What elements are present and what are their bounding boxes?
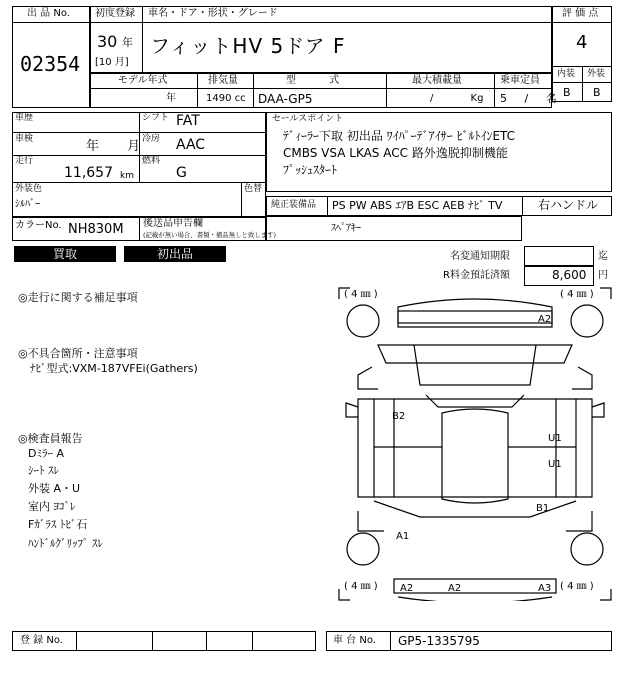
capacity-value: 5 / 名 (500, 92, 557, 105)
inspector-line: ﾊﾝﾄﾞﾙｸﾞﾘｯﾌﾟ ｽﾚ (28, 537, 103, 550)
ac-label: 冷房 (142, 134, 161, 144)
equip-label: 純正装備品 (271, 200, 317, 210)
docs-label: 後送品申告欄 (143, 218, 203, 229)
mileage-label: 走行 (15, 156, 34, 166)
inspector-line: Dﾐﾗｰ A (28, 447, 64, 460)
lot-number: 02354 (20, 52, 81, 76)
damage-mark: B2 (392, 411, 406, 422)
buy-badge: 買取 (14, 246, 116, 262)
docs-value-box (266, 216, 522, 241)
displacement-label: 排気量 (208, 75, 238, 86)
damage-mark: U1 (548, 459, 562, 470)
displacement-value: 1490 cc (206, 93, 246, 104)
tire-rear-left (347, 533, 379, 565)
tire-front-left (347, 305, 379, 337)
lot-label: 出 品 No. (27, 8, 70, 19)
model-year-unit: 年 (166, 93, 176, 104)
sales-line-1: ﾃﾞｨｰﾗｰ下取 初出品 ﾜｲﾊﾟｰﾃﾞｱｲｻｰ ﾋﾞﾙﾄｲﾝETC (283, 129, 516, 143)
damage-mark: B1 (536, 503, 550, 514)
first-reg-label: 初度登録 (95, 8, 135, 19)
recycle-value: 8,600 (552, 268, 587, 282)
name-change-unit: 迄 (598, 251, 608, 262)
driving-notes-title: ◎走行に関する補足事項 (18, 291, 138, 304)
recycle-label: R料金預託済額 (443, 270, 510, 281)
tire-front-right (571, 305, 603, 337)
exterior-label: 外装 (587, 69, 606, 79)
car-name-label: 車名・ドア・形状・グレード (148, 8, 278, 19)
first-reg-year-unit: 年 (122, 36, 133, 49)
docs-note: (記載が無い場合、書類・備品無しと致します) (143, 231, 276, 239)
damage-mark: A1 (396, 531, 410, 542)
shift-value: FAT (176, 113, 200, 129)
recycle-unit: 円 (598, 270, 608, 281)
reg-no-label: 登 録 No. (20, 635, 63, 646)
model-label: 型 式 (286, 75, 340, 86)
model-code: DAA-GP5 (258, 92, 313, 106)
car-damage-diagram (338, 287, 612, 601)
color-no-label: カラーNo. (15, 220, 62, 231)
ext-color-label: 外装色 (15, 184, 43, 194)
mileage-value: 11,657 (64, 165, 113, 181)
mileage-unit: km (120, 171, 134, 181)
damage-mark: A3 (538, 583, 552, 594)
sales-label: セールスポイント (272, 114, 344, 124)
name-change-label: 名変通知期限 (450, 251, 510, 262)
max-load-value: / Kg (430, 93, 484, 104)
model-year-label: モデル年式 (118, 75, 168, 86)
interior-label: 内装 (557, 69, 576, 79)
tire-rear-right (571, 533, 603, 565)
color-no-value: NH830M (68, 222, 124, 237)
tire-depth-rr: ( 4 ㎜ ) (560, 581, 594, 592)
inspector-line: Fｶﾞﾗｽ ﾄﾋﾞ石 (28, 518, 88, 531)
defects-line-1: ﾅﾋﾞ型式:VXM-187VFEi(Gathers) (30, 362, 198, 375)
sales-line-3: ﾌﾟｯｼｭｽﾀｰﾄ (283, 163, 338, 177)
car-name: フィットHV 5ドア F (150, 34, 346, 58)
first-reg-month: [10 月] (95, 57, 129, 68)
chassis-number: GP5-1335795 (398, 634, 480, 648)
tire-depth-fl: ( 4 ㎜ ) (344, 289, 378, 300)
inspection-label: 車検 (15, 134, 34, 144)
tire-depth-rl: ( 4 ㎜ ) (344, 581, 378, 592)
equip-value: PS PW ABS ｴｱB ESC AEB ﾅﾋﾞ TV (332, 199, 503, 212)
defects-title: ◎不具合箇所・注意事項 (18, 347, 138, 360)
capacity-label: 乗車定員 (500, 75, 540, 86)
exterior-grade: B (593, 86, 601, 99)
damage-mark: U1 (548, 433, 562, 444)
shift-label: シフト (142, 113, 170, 123)
damage-mark: A2 (400, 583, 414, 594)
chassis-label: 車 台 No. (333, 635, 376, 646)
steering-value: 右ハンドル (538, 198, 599, 212)
fuel-label: 燃料 (142, 156, 161, 166)
interior-grade: B (563, 86, 571, 99)
docs-value: ｽﾍﾟｱｷｰ (331, 223, 361, 234)
ac-value: AAC (176, 137, 206, 153)
inspector-line: ｼｰﾄ ｽﾚ (28, 464, 59, 477)
inspector-title: ◎検査員報告 (18, 432, 83, 445)
repaint-label: 色替 (244, 184, 263, 194)
tire-depth-fr: ( 4 ㎜ ) (560, 289, 594, 300)
fuel-value: G (176, 165, 187, 181)
first-listing-badge: 初出品 (124, 246, 226, 262)
first-reg-year: 30 (97, 32, 118, 51)
ext-color-value: ｼﾙﾊﾞｰ (15, 199, 40, 210)
name-change-box (524, 246, 594, 266)
score-value: 4 (576, 32, 588, 53)
max-load-label: 最大積載量 (412, 75, 462, 86)
inspector-line: 室内 ﾖｺﾞﾚ (28, 500, 76, 513)
inspector-line: 外装 A・U (28, 482, 81, 495)
history-label: 車歴 (15, 113, 34, 123)
score-label: 評 価 点 (562, 8, 599, 19)
damage-mark: A2 (538, 314, 552, 325)
inspection-value: 年 月 (86, 139, 141, 154)
damage-mark: A2 (448, 583, 462, 594)
sales-line-2: CMBS VSA LKAS ACC 路外逸脱抑制機能 (283, 146, 508, 160)
